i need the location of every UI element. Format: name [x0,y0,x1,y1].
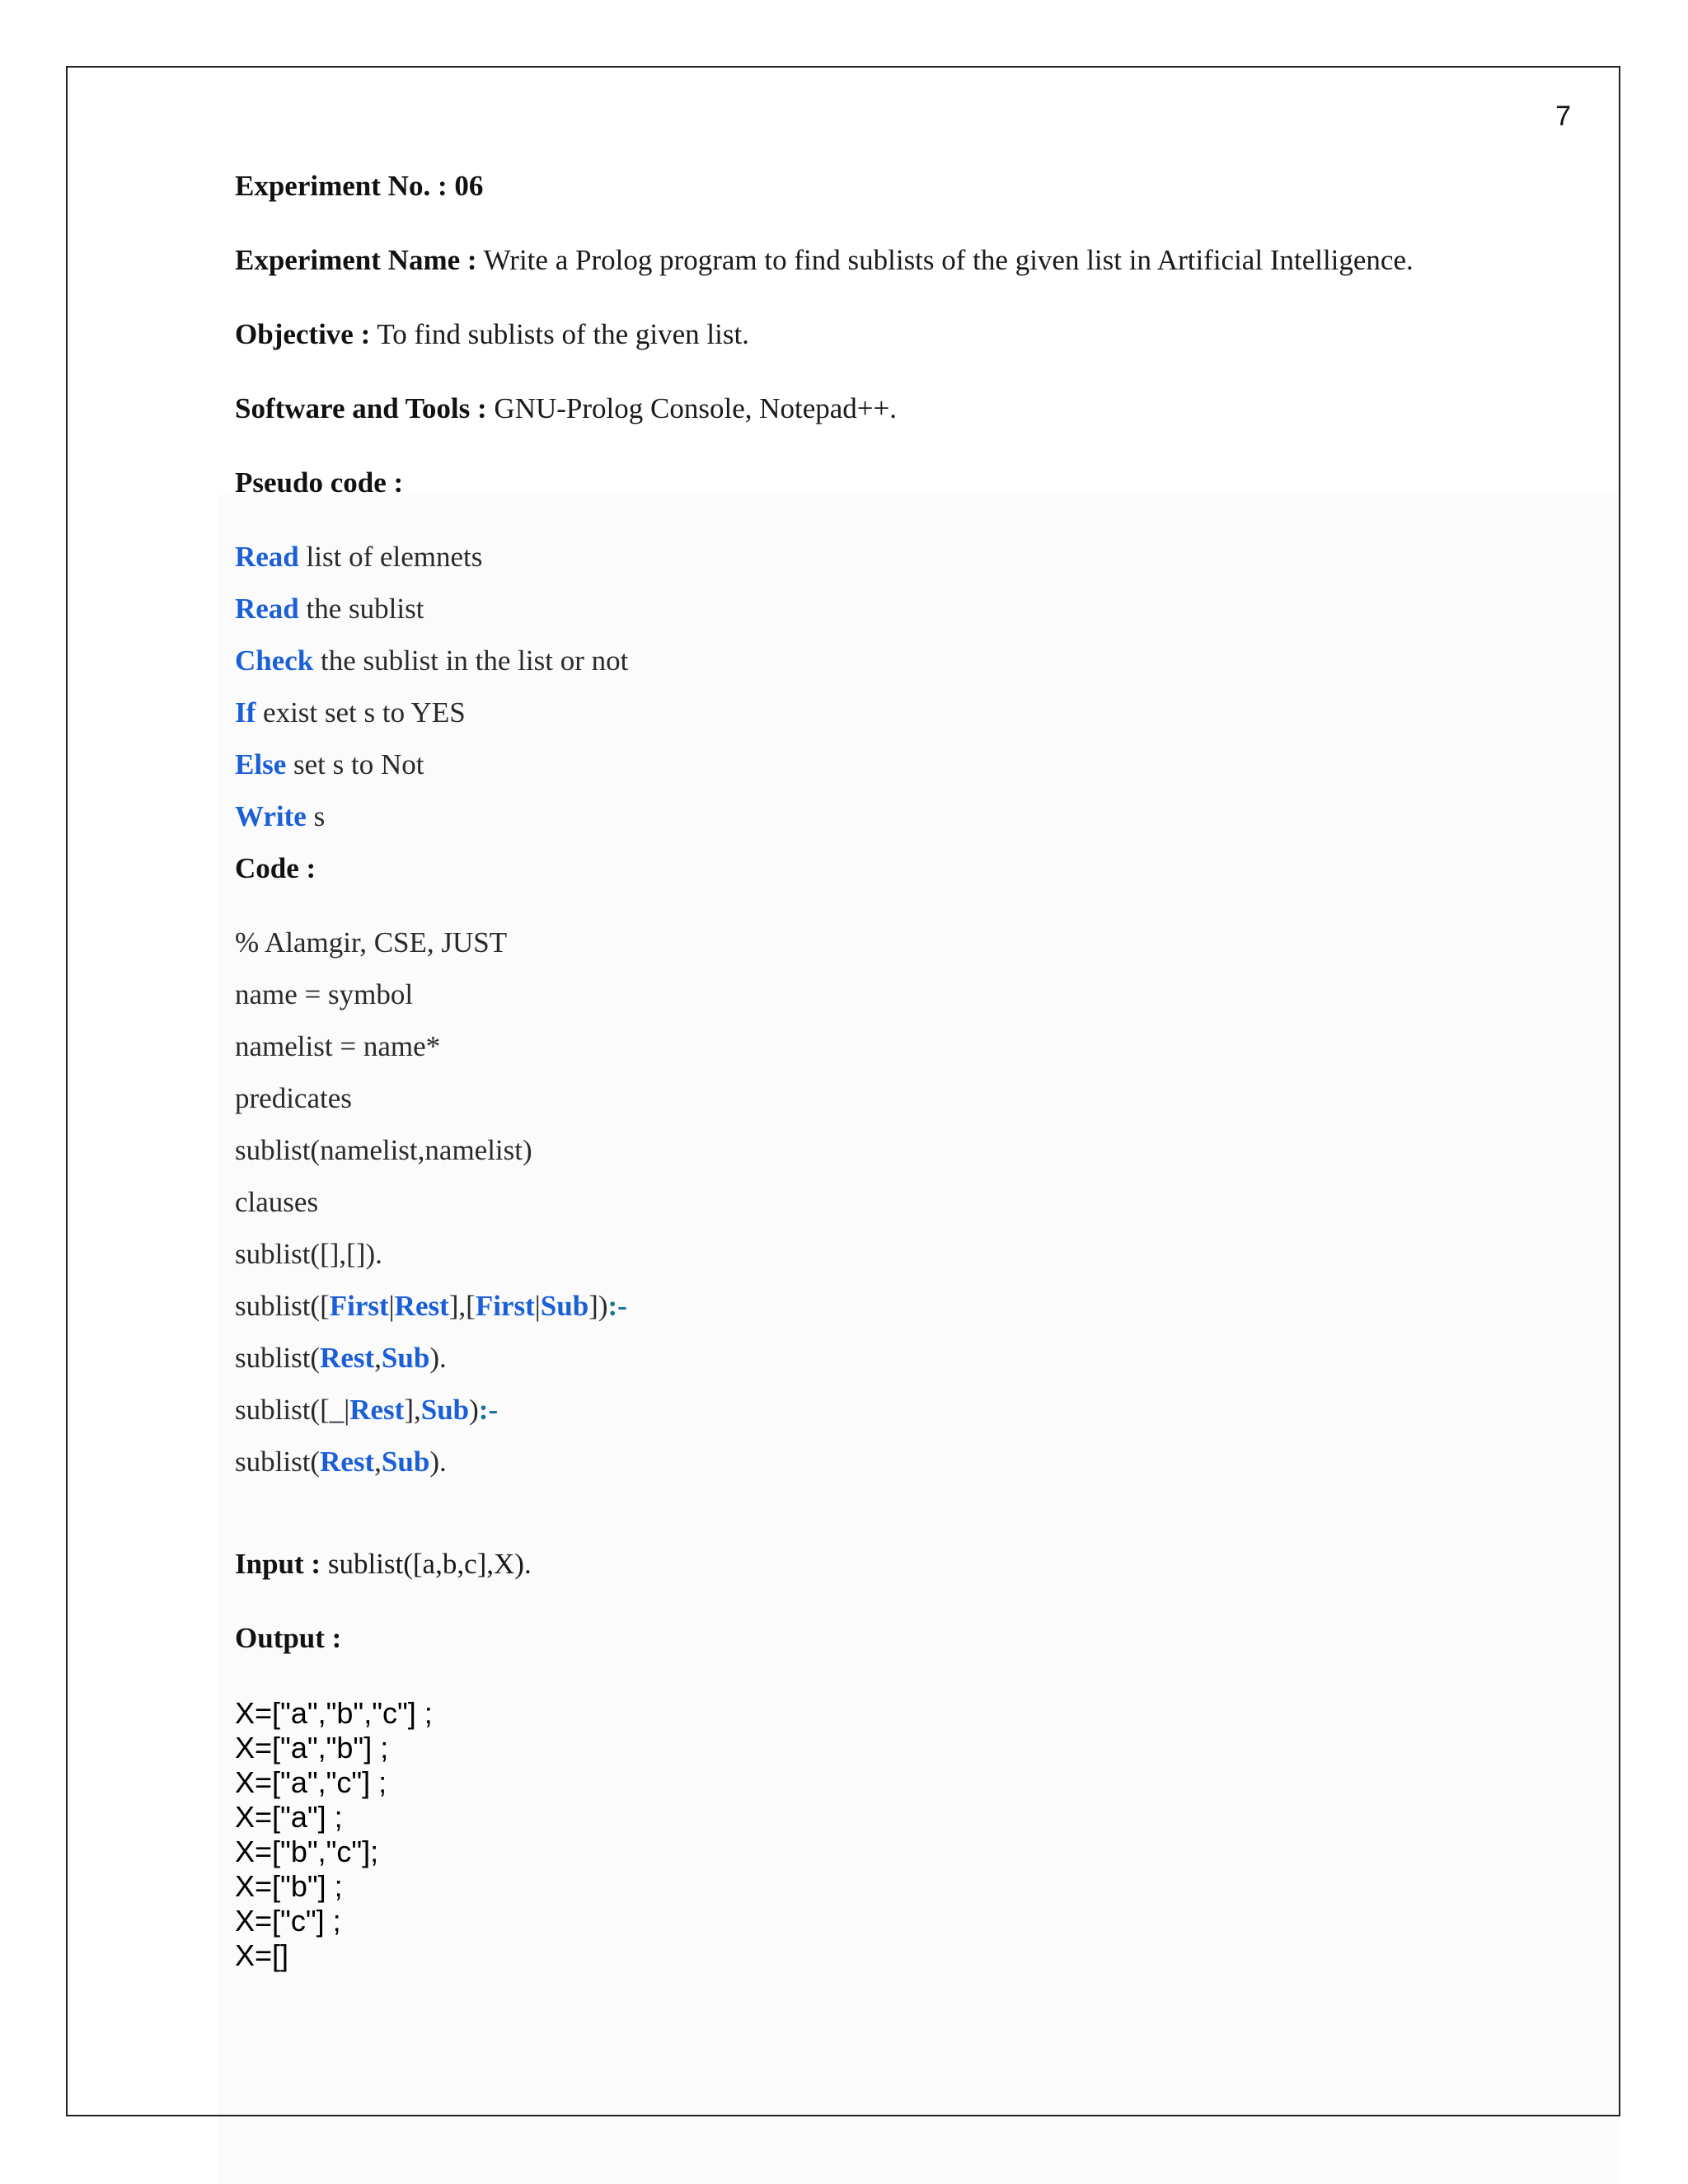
pseudo-code-label: Pseudo code : [235,466,404,499]
code-text: ). [429,1446,447,1478]
code-text: sublist( [235,1342,321,1374]
pseudo-code-heading [235,466,403,500]
code-variable: Sub [420,1394,470,1426]
code-line [235,1445,447,1479]
code-operator: :- [607,1290,627,1322]
code-line: predicates [235,1082,352,1114]
output-line: X=["a","b","c"] ; [235,1696,433,1730]
code-variable: Rest [349,1394,405,1426]
pseudo-keyword: Check [235,644,314,677]
pseudo-line [235,748,424,782]
output-line: X=["b"] ; [235,1869,343,1903]
pseudo-text: exist set s to YES [256,696,466,729]
experiment-name-value: Write a Prolog program to find sublists of the given list in Artificial Intelligence. [483,244,1414,276]
pseudo-text: s [306,800,326,832]
code-variable: Rest [394,1290,449,1322]
code-text: sublist( [235,1446,321,1478]
input-value: sublist([a,b,c],X). [321,1548,532,1580]
code-variable: Sub [540,1290,589,1322]
code-variable: Rest [320,1446,375,1478]
pseudo-line [235,696,466,730]
output-line: X=[] [235,1938,289,1972]
pseudo-text: list of elemnets [298,541,483,573]
code-text: ) [469,1394,479,1426]
code-variable: First [329,1290,389,1322]
pseudo-keyword: If [235,696,256,729]
code-text: ). [429,1342,447,1374]
code-text: ], [404,1394,421,1426]
code-line: sublist([],[]). [235,1238,382,1270]
code-text: sublist([ [235,1290,330,1322]
software-value: GNU-Prolog Console, Notepad++. [494,392,898,424]
output-label: Output : [235,1622,342,1654]
code-line [235,1393,498,1427]
pseudo-line [235,644,628,678]
code-text: ],[ [448,1290,476,1322]
code-text: , [374,1446,382,1478]
code-line: clauses [235,1186,319,1218]
code-operator: :- [478,1394,499,1426]
code-text: sublist([_| [235,1394,350,1426]
objective-label: Objective : [235,318,371,350]
software-label: Software and Tools : [235,392,487,424]
pseudo-keyword: Else [235,748,287,780]
output-line: X=["c"] ; [235,1904,341,1938]
pseudo-keyword: Write [235,800,307,832]
experiment-number [235,169,483,204]
software-tools [235,391,897,426]
experiment-name-label: Experiment Name : [235,244,477,276]
output-heading [235,1621,341,1656]
pseudo-line [235,799,325,834]
output-line: X=["a","b"] ; [235,1731,389,1765]
code-text: | [388,1290,395,1322]
code-variable: Sub [381,1446,430,1478]
code-line [235,1341,447,1376]
code-line: namelist = name* [235,1030,441,1062]
output-line: X=["a"] ; [235,1800,343,1834]
input-section [235,1547,532,1582]
objective-value: To find sublists of the given list. [377,318,749,350]
output-line: X=["a","c"] ; [235,1765,387,1799]
code-text: , [374,1342,382,1374]
code-line [235,1289,627,1324]
code-line: name = symbol [235,978,414,1010]
experiment-name [235,243,1414,278]
pseudo-line [235,592,424,626]
pseudo-line [235,540,482,574]
code-variable: Rest [320,1342,375,1374]
code-comment: % Alamgir, CSE, JUST [235,926,508,958]
code-heading [235,851,316,886]
pseudo-keyword: Read [235,541,299,573]
objective [235,317,749,352]
code-text: | [534,1290,541,1322]
code-variable: First [475,1290,535,1322]
page-number: 7 [1555,101,1571,132]
pseudo-text: set s to Not [286,748,424,780]
pseudo-text: the sublist [298,593,424,625]
input-label: Input : [235,1548,321,1580]
code-text: ]) [588,1290,608,1322]
code-label: Code : [235,852,316,884]
experiment-number-label: Experiment No. : 06 [235,170,484,202]
code-variable: Sub [381,1342,430,1374]
code-line: sublist(namelist,namelist) [235,1134,532,1166]
pseudo-keyword: Read [235,593,299,625]
output-line: X=["b","c"]; [235,1835,379,1868]
pseudo-text: the sublist in the list or not [313,644,629,677]
